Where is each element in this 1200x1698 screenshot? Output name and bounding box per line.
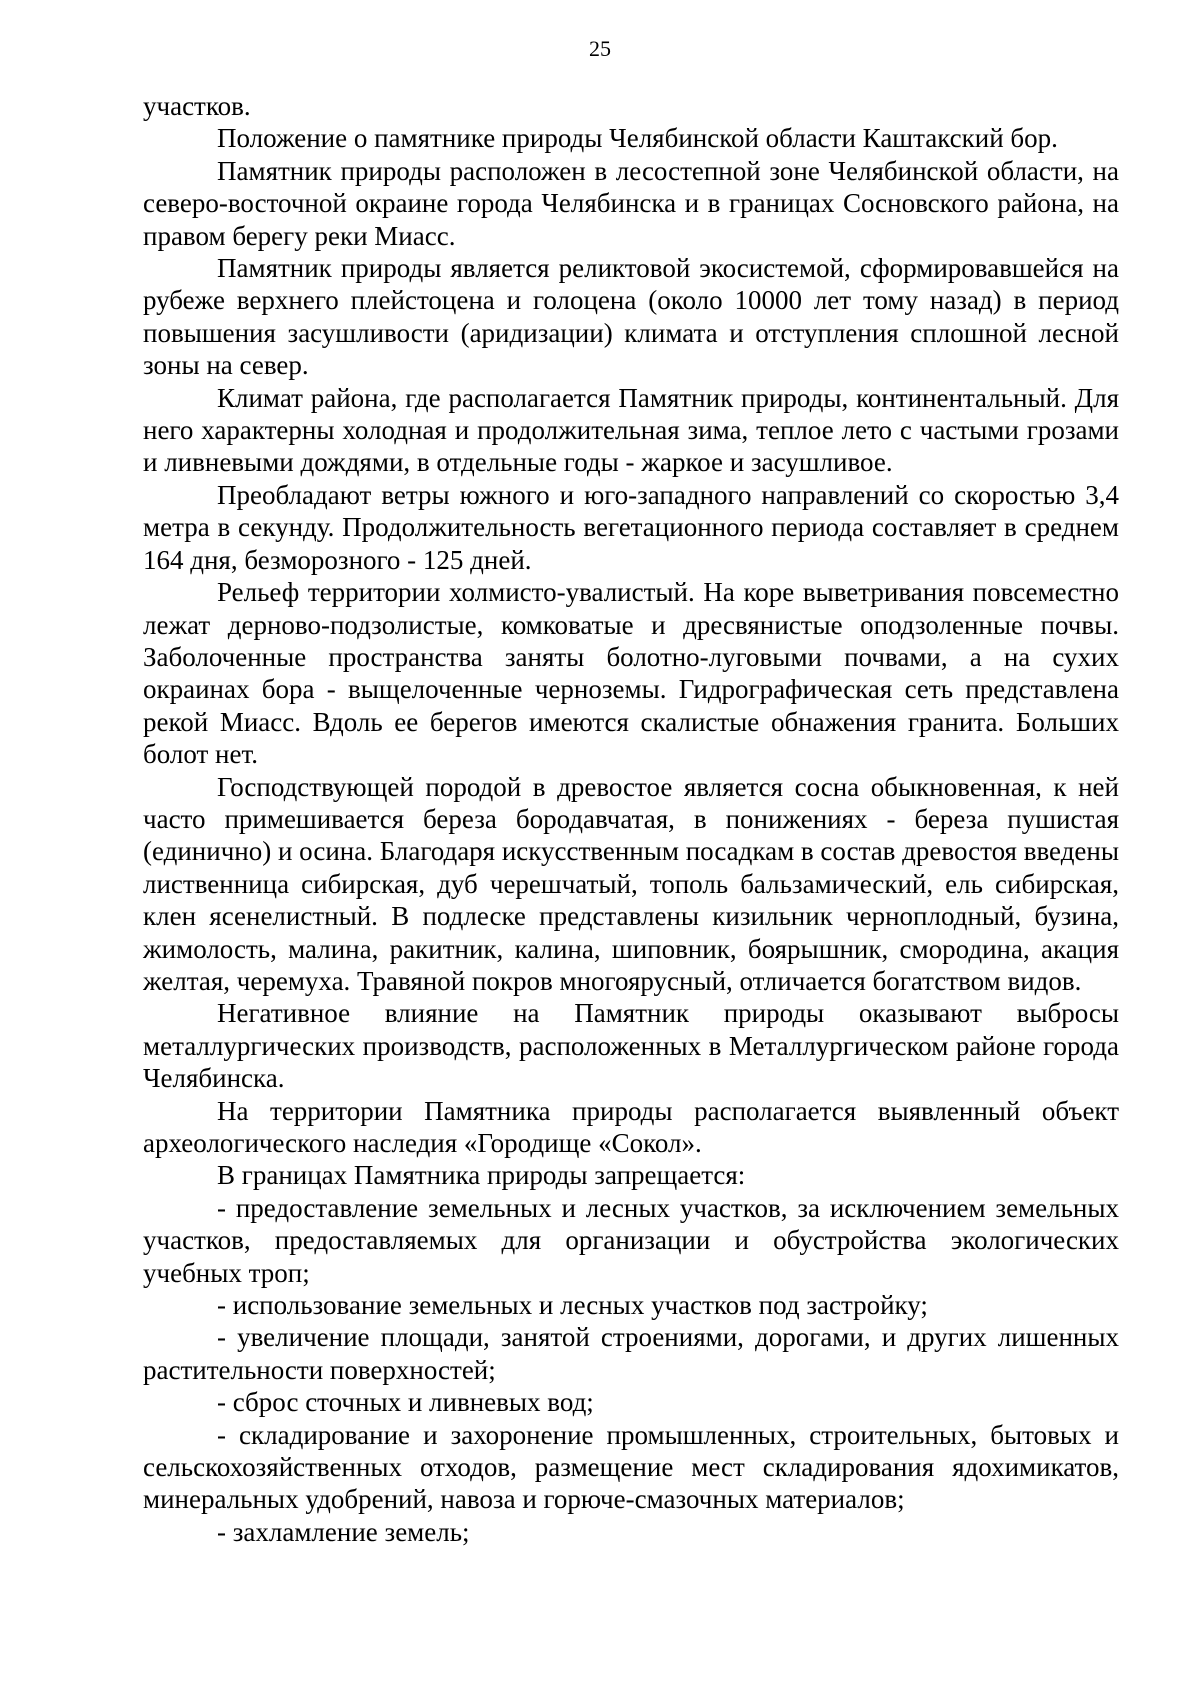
page-number: 25 [589,36,611,61]
list-item: - сброс сточных и ливневых вод; [217,1387,594,1418]
paragraph: Памятник природы расположен в лесостепной зоне Челябинской области, на северо-восточной окраине города Челябинска и в границах Сосновского района, на правом берегу реки Миасс. [143,155,1119,251]
paragraph: Климат района, где располагается Памятник природы, континентальный. Для него характерны холодная и продолжительная зима, теплое лето с частыми грозами и ливневыми дождями, в отдельные годы - жаркое и засушливое. [143,382,1119,478]
list-item: - предоставление земельных и лесных участков, за исключением земельных участков, предоставляемых для организации и обустройства экологических учебных троп; [143,1192,1119,1288]
list-item: - увеличение площади, занятой строениями, дорогами, и других лишенных растительности поверхностей; [143,1322,1119,1385]
paragraph-continuation: участков. [143,91,251,121]
list-item: - захламление земель; [217,1516,470,1547]
list-item: - складирование и захоронение промышленных, строительных, бытовых и сельскохозяйственных отходов, размещение мест складирования ядохимикатов, минеральных удобрений, навоза и горюче-смазочных материалов; [143,1419,1119,1515]
paragraph: Преобладают ветры южного и юго-западного направлений со скоростью 3,4 метра в секунду. Продолжительность вегетационного периода составляет в среднем 164 дня, безморозного - 125 дней. [143,479,1119,575]
list-item: - использование земельных и лесных участков под застройку; [217,1290,928,1321]
paragraph: Рельеф территории холмисто-увалистый. На коре выветривания повсеместно лежат дерново-подзолистые, комковатые и дресвянистые оподзоленные почвы. Заболоченные пространства заняты болотно-луговыми почвами, а на сухих окраинах бора - выщелоченные черноземы. Гидрографическая сеть представлена рекой Миасс. Вдоль ее берегов имеются скалистые обнажения гранита. Больших болот нет. [143,577,1119,770]
paragraph: Негативное влияние на Памятник природы оказывают выбросы металлургических производств, расположенных в Металлургическом районе города Челябинска. [143,998,1119,1094]
paragraph: На территории Памятника природы располагается выявленный объект археологического наследия «Городище «Сокол». [143,1095,1119,1158]
document-body [143,90,1119,1548]
paragraph: В границах Памятника природы запрещается: [217,1160,746,1191]
paragraph-heading: Положение о памятнике природы Челябинской области Каштакский бор. [217,123,1058,154]
paragraph: Господствующей породой в древостое является сосна обыкновенная, к ней часто примешивается береза бородавчатая, в понижениях - береза пушистая (единично) и осина. Благодаря искусственным посадкам в состав древостоя введены лиственница сибирская, дуб черешчатый, тополь бальзамический, ель сибирская, клен ясенелистный. В подлеске представлены кизильник черноплодный, бузина, жимолость, малина, ракитник, калина, шиповник, боярышник, смородина, акация желтая, черемуха. Травяной покров многоярусный, отличается богатством видов. [143,771,1119,996]
paragraph: Памятник природы является реликтовой экосистемой, сформировавшейся на рубеже верхнего плейстоцена и голоцена (около 10000 лет тому назад) в период повышения засушливости (аридизации) климата и отступления сплошной лесной зоны на север. [143,253,1119,381]
